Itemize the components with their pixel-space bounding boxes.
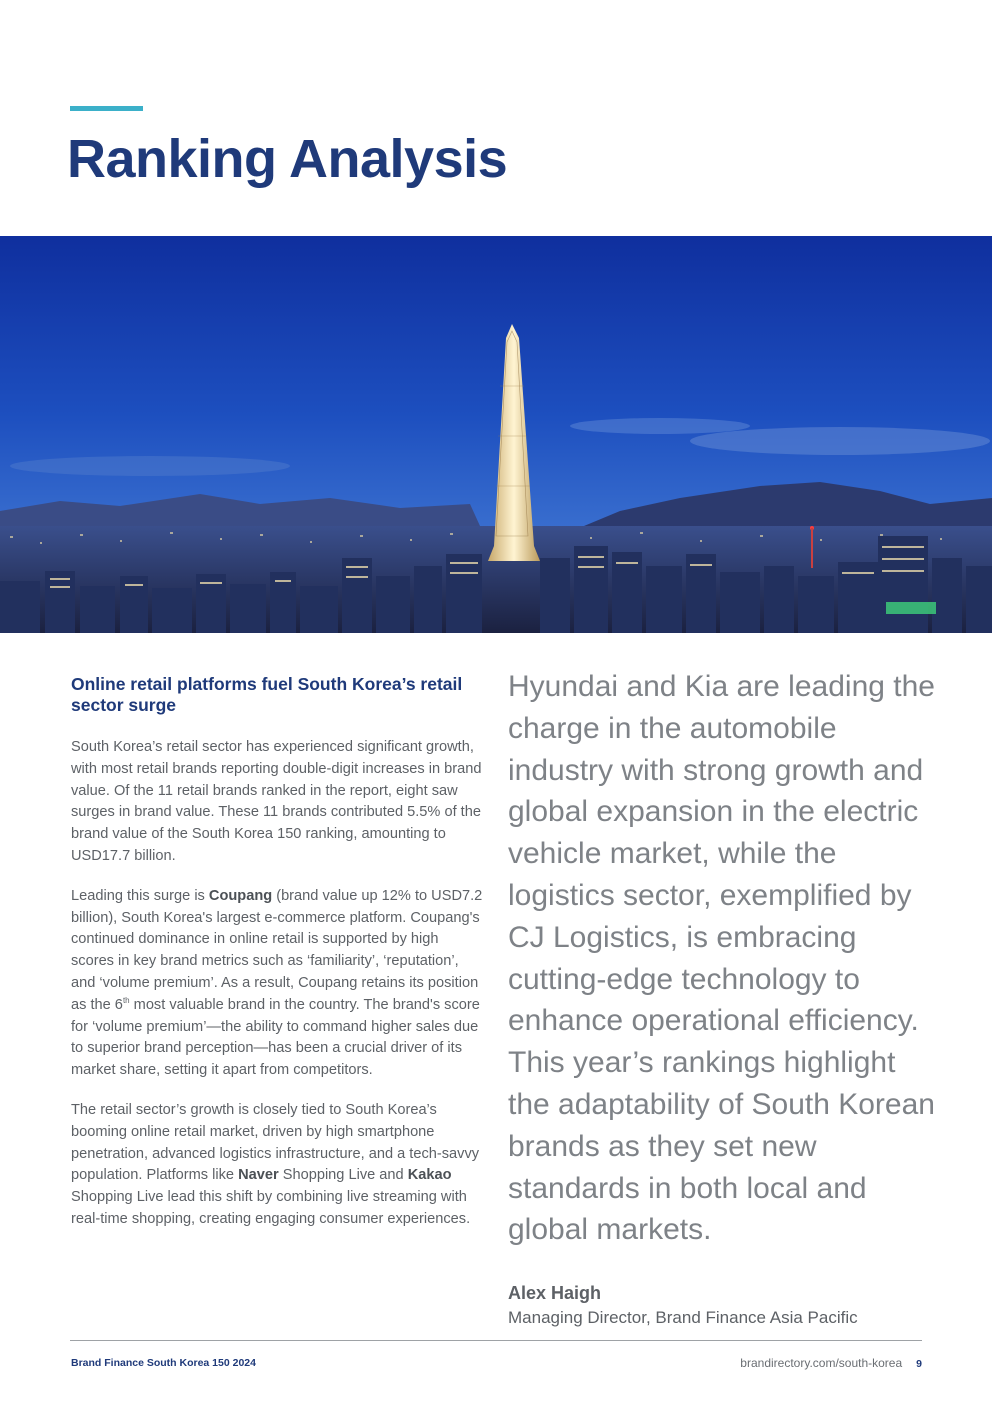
quote-author: Alex Haigh	[508, 1283, 602, 1304]
article-paragraph-1: South Korea’s retail sector has experienced significant growth, with most retail brands reporting double-digit increases in brand value. Of the 11 retail brands ranked in the report, eight saw surges in brand value. These 11 brands contributed 5.5% of the brand value of the South Korea 150 ranking, amounting to USD17.7 billion.	[71, 739, 482, 864]
title-accent-bar	[70, 106, 143, 111]
hero-skyline-image	[0, 236, 992, 633]
article-column	[71, 674, 483, 1249]
pull-quote	[508, 666, 938, 1330]
footer-divider	[70, 1340, 922, 1341]
footer-publication: Brand Finance South Korea 150 2024	[71, 1357, 256, 1369]
footer-url-link[interactable]: brandirectory.com/south-korea	[740, 1356, 903, 1370]
page-number: 9	[916, 1358, 922, 1370]
quote-text: Hyundai and Kia are leading the charge in the automobile industry with strong growth and global expansion in the electric vehicle market, while the logistics sector, exemplified by CJ Logistics, is embracing cutting-edge technology to enhance operational efficiency. This year’s rankings highlight the adaptability of South Korean brands as they set new standards in both local and global markets.	[508, 670, 935, 1247]
footer-right	[740, 1356, 922, 1370]
page-title: Ranking Analysis	[67, 129, 508, 189]
article-paragraph-2: Leading this surge is Coupang (brand value up 12% to USD7.2 billion), South Korea's largest e-commerce platform. Coupang's continued dominance in online retail is supported by high scores in key brand metrics such as ‘familiarity’, ‘reputation’, and ‘volume premium’. As a result, Coupang retains its position as the 6th most valuable brand in the country. The brand's score for ‘volume premium’—the ability to command higher sales due to superior brand perception—has been a crucial driver of its market share, setting it apart from competitors.	[71, 887, 483, 1079]
article-paragraph-3: The retail sector’s growth is closely tied to South Korea’s booming online retail market, driven by high smartphone penetration, advanced logistics infrastructure, and a tech-savvy population. Platforms like Naver Shopping Live and Kakao Shopping Live lead this shift by combining live streaming with real-time shopping, creating engaging consumer experiences.	[71, 1101, 480, 1227]
quote-author-role: Managing Director, Brand Finance Asia Pacific	[508, 1308, 858, 1328]
article-heading: Online retail platforms fuel South Korea’s retail sector surge	[71, 674, 463, 715]
brand-naver: Naver	[238, 1167, 279, 1184]
brand-coupang: Coupang	[208, 887, 273, 904]
brand-kakao: Kakao	[407, 1167, 452, 1184]
